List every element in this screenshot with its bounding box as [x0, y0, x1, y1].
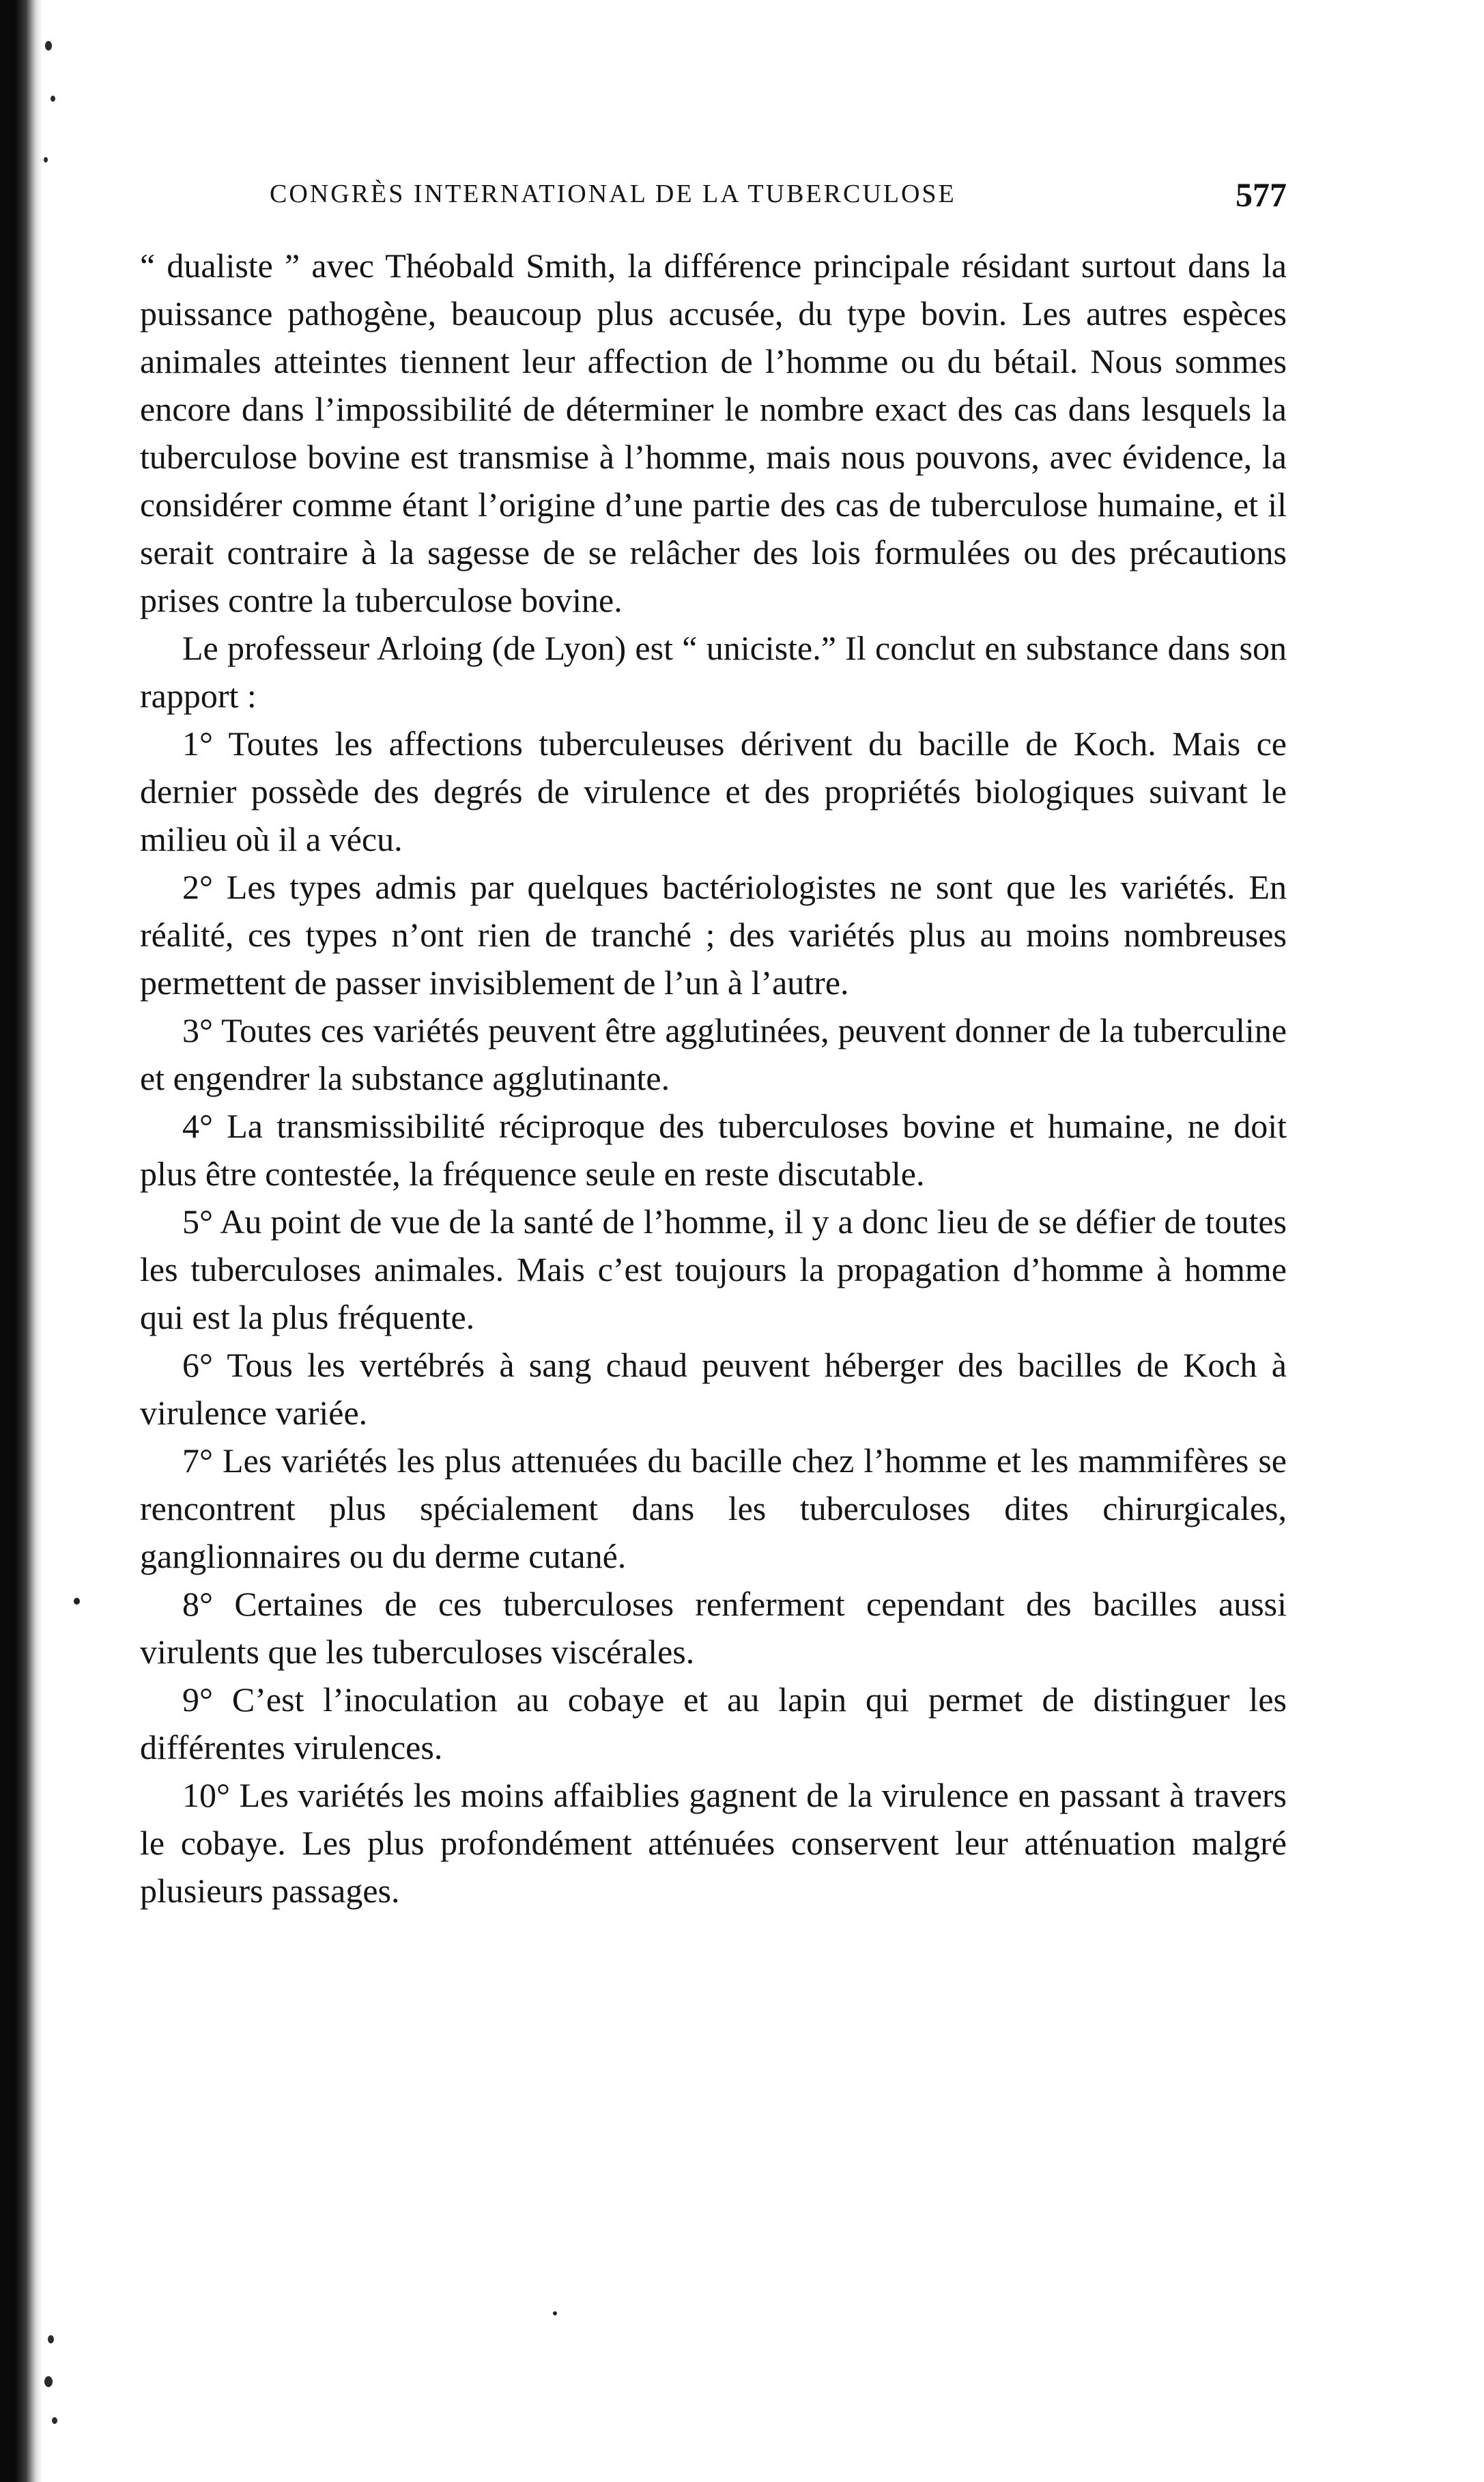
- book-spine-shadow: [0, 0, 42, 2482]
- stray-dot: [553, 2311, 557, 2315]
- paragraph-arloing-intro: Le professeur Arloing (de Lyon) est “ uniciste.” Il conclut en substance dans son rapport :: [140, 629, 1287, 715]
- conclusion-item-5: 5° Au point de vue de la santé de l’homme, il y a donc lieu de se défier de toutes les tuberculoses animales. Mais c’est toujours la propagation d’homme à homme qui est la plus fréquente.: [140, 1202, 1287, 1336]
- conclusion-item-2: 2° Les types admis par quelques bactériologistes ne sont que les variétés. En réalité, ces types n’ont rien de tranché ; des variétés plus au moins nombreuses permettent de passer invisiblement de l’un à l’autre.: [140, 868, 1287, 1002]
- body-text: [140, 242, 1287, 1915]
- paragraph-dualiste: “ dualiste ” avec Théobald Smith, la différence principale résidant surtout dans la puissance pathogène, beaucoup plus accusée, du type bovin. Les autres espèces animales atteintes tiennent leur affection de l’homme ou du bétail. Nous sommes encore dans l’impossibilité de déterminer le nombre exact des cas dans lesquels la tuberculose bovine est transmise à l’homme, mais nous pouvons, avec évidence, la considérer comme étant l’origine d’une partie des cas de tuberculose humaine, et il serait contraire à la sagesse de se relâcher des lois formulées ou des précautions prises contre la tuberculose bovine.: [140, 246, 1287, 619]
- page-header: [140, 175, 1287, 224]
- running-head: CONGRÈS INTERNATIONAL DE LA TUBERCULOSE: [270, 180, 956, 208]
- book-page: [140, 175, 1287, 1915]
- page-number: 577: [1236, 175, 1287, 214]
- conclusion-item-7: 7° Les variétés les plus attenuées du bacille chez l’homme et les mammifères se rencontrent plus spécialement dans les tuberculoses dites chirurgicales, ganglionnaires ou du derme cutané.: [140, 1441, 1287, 1575]
- conclusion-item-6: 6° Tous les vertébrés à sang chaud peuvent héberger des bacilles de Koch à virulence variée.: [140, 1346, 1287, 1432]
- conclusion-item-3: 3° Toutes ces variétés peuvent être agglutinées, peuvent donner de la tuberculine et engendrer la substance agglutinante.: [140, 1011, 1287, 1097]
- conclusion-item-10: 10° Les variétés les moins affaiblies gagnent de la virulence en passant à travers le cobaye. Les plus profondément atténuées conservent leur atténuation malgré plusieurs passages.: [140, 1776, 1287, 1910]
- conclusion-item-4: 4° La transmissibilité réciproque des tuberculoses bovine et humaine, ne doit plus être contestée, la fréquence seule en reste discutable.: [140, 1107, 1287, 1193]
- conclusion-item-9: 9° C’est l’inoculation au cobaye et au lapin qui permet de distinguer les différentes virulences.: [140, 1680, 1287, 1766]
- conclusion-item-1: 1° Toutes les affections tuberculeuses dérivent du bacille de Koch. Mais ce dernier possède des degrés de virulence et des propriétés biologiques suivant le milieu où il a vécu.: [140, 724, 1287, 858]
- margin-mark: [74, 1598, 80, 1605]
- scan-speckles: [42, 0, 83, 2482]
- conclusion-item-8: 8° Certaines de ces tuberculoses renferment cependant des bacilles aussi virulents que les tuberculoses viscérales.: [140, 1585, 1287, 1671]
